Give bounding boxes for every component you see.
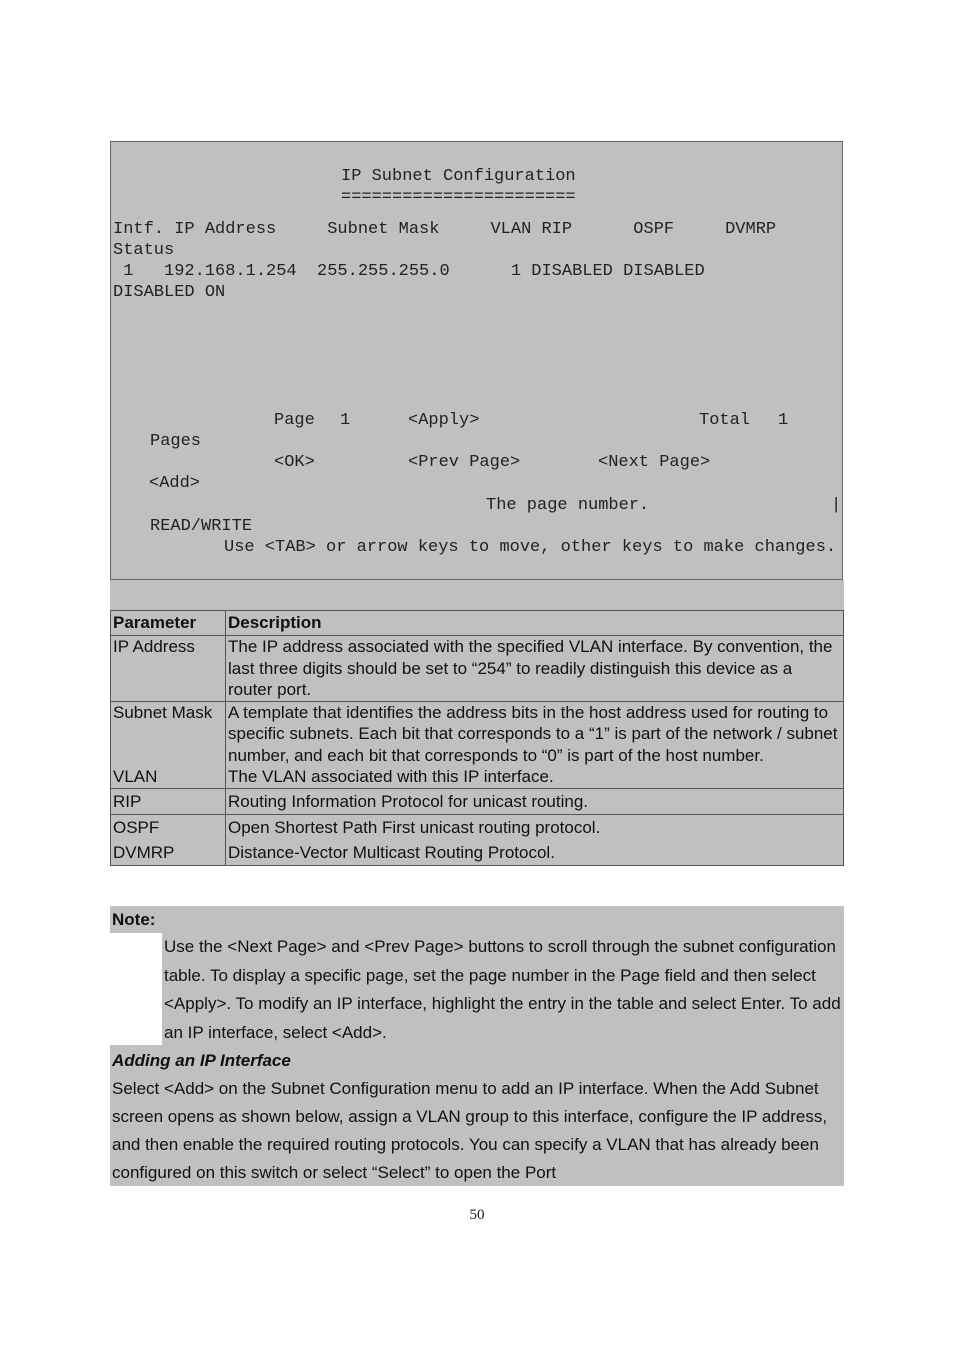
prev-page-button[interactable]: <Prev Page> xyxy=(408,453,521,472)
table-row xyxy=(111,766,844,788)
table-header-status: Status xyxy=(113,241,175,260)
terminal-title: IP Subnet Configuration xyxy=(341,167,576,186)
section-paragraph: Select <Add> on the Subnet Configuration menu to add an IP interface. When the Add Subnet screen opens as shown below, assign a VLAN group to this interface, configure the IP address, and then enable the required routing protocols. You can specify a VLAN that has already been configured on this switch or select “Select” to open the Port xyxy=(112,1079,828,1182)
add-button[interactable]: <Add> xyxy=(149,474,201,493)
shaded-spacer xyxy=(110,580,844,610)
total-value: 1 xyxy=(778,411,789,430)
param-description: A template that identifies the address bits in the host address used for routing to specific subnets. Each bit that corresponds to a “1” is part of the network / subnet number, and each bit that corresponds to “0” is part of the host number. xyxy=(226,701,844,766)
pages-label: Pages xyxy=(150,432,202,451)
param-description: The VLAN associated with this IP interface. xyxy=(226,766,844,788)
param-name: Subnet Mask xyxy=(111,701,226,766)
table-row-continuation[interactable]: DISABLED ON xyxy=(113,283,226,302)
access-mode: READ/WRITE xyxy=(150,517,253,536)
param-name: DVMRP xyxy=(111,840,226,866)
param-name: OSPF xyxy=(111,814,226,840)
separator: | xyxy=(831,496,842,515)
table-row xyxy=(111,636,844,702)
param-description: The IP address associated with the specified VLAN interface. By convention, the last three digits should be set to “254” to readily distinguish this device as a router port. xyxy=(226,636,844,702)
table-row[interactable]: 1 192.168.1.254 255.255.255.0 1 DISABLED DISABLED xyxy=(113,262,705,281)
page-field[interactable]: 1 xyxy=(340,411,351,430)
parameter-table xyxy=(110,610,844,866)
terminal-title-underline: ======================= xyxy=(341,188,576,207)
table-row xyxy=(111,814,844,840)
param-name: VLAN xyxy=(111,766,226,788)
help-text: The page number. xyxy=(486,496,650,515)
terminal-screen xyxy=(110,141,843,580)
header-parameter: Parameter xyxy=(111,611,226,636)
note-text: Use the <Next Page> and <Prev Page> buttons to scroll through the subnet configuration table. To display a specific page, set the page number in the Page field and then select <Apply>. To modify an IP interface, highlight the entry in the table and select Enter. To add an IP interface, select <Add>. xyxy=(164,937,841,1042)
param-description: Open Shortest Path First unicast routing protocol. xyxy=(226,814,844,840)
note-indent xyxy=(110,933,162,1045)
total-label: Total xyxy=(699,411,751,430)
table-row xyxy=(111,840,844,866)
section-title: Adding an IP Interface xyxy=(112,1051,291,1070)
param-description: Distance-Vector Multicast Routing Protocol. xyxy=(226,840,844,866)
param-description: Routing Information Protocol for unicast routing. xyxy=(226,788,844,814)
table-row xyxy=(111,788,844,814)
instructions: Use <TAB> or arrow keys to move, other keys to make changes. xyxy=(224,538,837,557)
table-header-line: Intf. IP Address Subnet Mask VLAN RIP OSPF DVMRP xyxy=(113,220,777,239)
ok-button[interactable]: <OK> xyxy=(274,453,315,472)
page-number: 50 xyxy=(469,1207,485,1223)
apply-button[interactable]: <Apply> xyxy=(408,411,480,430)
table-row xyxy=(111,701,844,766)
page-label: Page xyxy=(274,411,315,430)
table-header-row xyxy=(111,611,844,636)
param-name: IP Address xyxy=(111,636,226,702)
header-description: Description xyxy=(226,611,844,636)
param-name: RIP xyxy=(111,788,226,814)
note-section xyxy=(110,906,844,1186)
note-label: Note: xyxy=(112,910,156,929)
next-page-button[interactable]: <Next Page> xyxy=(598,453,711,472)
